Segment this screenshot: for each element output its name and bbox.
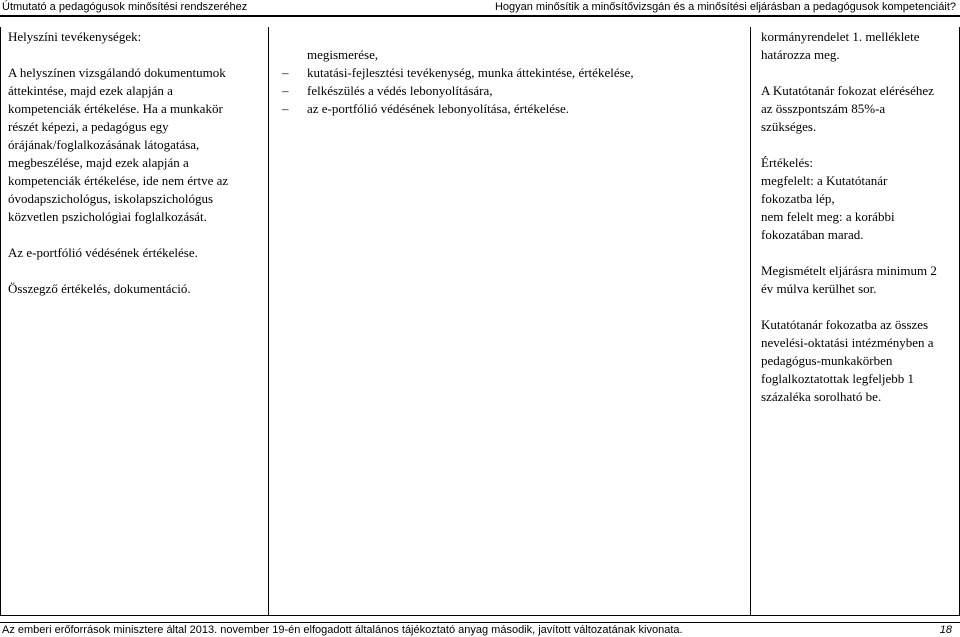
col1-para1-line: kompetenciák értékelése, ide nem értve az (8, 173, 229, 188)
col1-para3: Összegző értékelés, dokumentáció. (8, 281, 191, 296)
col2-item-text: felkészülés a védés lebonyolítására, (307, 83, 493, 98)
col2-item-text: az e-portfólió védésének lebonyolítása, értékelése. (307, 101, 570, 116)
col2-side-dash: – (282, 65, 289, 80)
page-number: 18 (939, 624, 952, 636)
col3-line: fokozatba lép, (761, 191, 835, 206)
header-left-title: Útmutató a pedagógusok minősítési rendszeréhez (2, 1, 248, 13)
col1-para1-line: A helyszínen vizsgálandó dokumentumok (8, 65, 226, 80)
col3-line: határozza meg. (761, 47, 840, 62)
col1-title: Helyszíni tevékenységek: (8, 29, 142, 44)
col1-para1-line: órájának/foglalkozásának látogatása, (8, 137, 200, 152)
col3-line: az összpontszám 85%-a (761, 101, 886, 116)
col3-line: foglalkoztatottak legfeljebb 1 (761, 371, 915, 386)
column-2 (282, 46, 742, 118)
page-footer (0, 623, 960, 637)
column-1 (8, 28, 263, 298)
col2-list-item (282, 46, 742, 64)
col1-para1-line: megbeszélése, majd ezek alapján a (8, 155, 189, 170)
col3-line: Megismételt eljárásra minimum 2 (761, 263, 937, 278)
column-divider-2 (750, 27, 751, 615)
col2-item-text: megismerése, (307, 47, 379, 62)
col3-line: kormányrendelet 1. melléklete (761, 29, 920, 44)
col3-line: szükséges. (761, 119, 817, 134)
list-dash: – (282, 101, 289, 116)
col3-line: Kutatótanár fokozatba az összes (761, 317, 929, 332)
header-rule (0, 15, 960, 17)
column-3 (761, 28, 956, 406)
col2-list-item (282, 100, 742, 118)
col3-line: A Kutatótanár fokozat eléréséhez (761, 83, 934, 98)
col3-line: nem felelt meg: a korábbi (761, 209, 895, 224)
page-header (0, 0, 960, 15)
col1-para1-line: kompetenciák értékelése. Ha a munkakör (8, 101, 223, 116)
col3-line: megfelelt: a Kutatótanár (761, 173, 888, 188)
col3-line: Értékelés: (761, 155, 813, 170)
col3-line: év múlva kerülhet sor. (761, 281, 877, 296)
column-divider-1 (268, 27, 269, 615)
header-right-title: Hogyan minősítik a minősítővizsgán és a minősítési eljárásban a pedagógusok kompetenciáit? (494, 1, 956, 13)
col2-item-text: kutatási-fejlesztési tevékenység, munka áttekintése, értékelése, (307, 65, 634, 80)
col2-list-item (282, 82, 742, 100)
col3-line: százaléka sorolható be. (761, 389, 882, 404)
col3-line: pedagógus-munkakörben (761, 353, 893, 368)
col1-para1-line: óvodapszichológus, iskolapszichológus (8, 191, 214, 206)
col1-para2: Az e-portfólió védésének értékelése. (8, 245, 198, 260)
col1-para1-line: áttekintése, majd ezek alapján a (8, 83, 173, 98)
footer-text: Az emberi erőforrások minisztere által 2013. november 19-én elfogadott általános tájékoztató anyag második, javított változatának kivonata. (2, 624, 683, 636)
col3-line: nevelési-oktatási intézményben a (761, 335, 934, 350)
col1-para1-line: részét képezi, a pedagógus egy (8, 119, 169, 134)
col3-line: fokozatában marad. (761, 227, 864, 242)
col1-para1-line: közvetlen pszichológiai foglalkozását. (8, 209, 207, 224)
list-dash: – (282, 83, 289, 98)
col2-list-item (282, 64, 742, 82)
